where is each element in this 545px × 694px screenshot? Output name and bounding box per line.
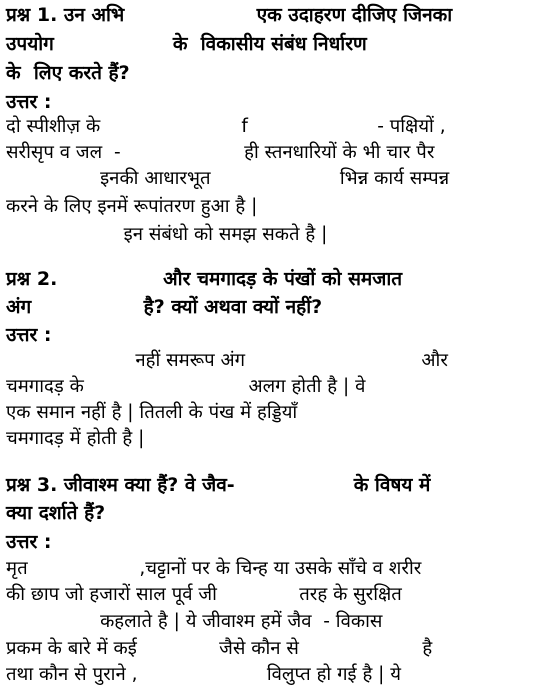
answer-1-label: उत्तर : (6, 91, 52, 113)
answer-2-line-2: चमगादड़ के अलग होती है | वे (6, 376, 366, 397)
answer-2-line-1: नहीं समरूप अंग और (6, 350, 448, 371)
answer-1-line-4: करने के लिए इनमें रूपांतरण हुआ है | (6, 196, 258, 217)
answer-1-line-3: इनकी आधारभूत भिन्न कार्य सम्पन्न (6, 168, 450, 189)
answer-1-line-5: इन संबंधो को समझ सकते है | (6, 224, 328, 245)
question-1-line-1: प्रश्न 1. उन अभि एक उदाहरण दीजिए जिनका (6, 4, 453, 26)
answer-2-line-4: चमगादड़ में होती है | (6, 428, 145, 449)
question-1-line-2: उपयोग के विकासीय संबंध निर्धारण (6, 33, 367, 55)
answer-3-line-4: प्रकम के बारे में कई जैसे कौन से है (6, 638, 433, 659)
question-1-line-3: के लिए करते हैं? (6, 62, 130, 84)
answer-3-line-5: तथा कौन से पुराने , विलुप्त हो गई है | ये (6, 664, 402, 685)
answer-2-label: उत्तर : (6, 324, 52, 346)
question-3-line-2: क्या दर्शाते हैं? (6, 502, 106, 524)
question-2-line-2: अंग है? क्यों अथवा क्यों नहीं? (6, 296, 323, 318)
answer-1-line-2: सरीसृप व जल - ही स्तनधारियों के भी चार पैर (6, 142, 435, 163)
answer-3-line-1: मृत ,चट्टानों पर के चिन्ह या उसके साँचे व शरीर (6, 558, 422, 579)
answer-1-line-1: दो स्पीशीज़ के f - पक्षियों , (6, 116, 446, 137)
question-3-line-1: प्रश्न 3. जीवाश्म क्या हैं? वे जैव- के विषय में (6, 474, 431, 496)
answer-3-line-3: कहलाते है | ये जीवाश्म हमें जैव - विकास (6, 611, 383, 632)
answer-3-line-2: की छाप जो हजारों साल पूर्व जी तरह के सुरक्षित (6, 584, 402, 605)
question-2-line-1: प्रश्न 2. और चमगादड़ के पंखों को समजात (6, 268, 403, 290)
answer-2-line-3: एक समान नहीं है | तितली के पंख में हड्डियाँ (6, 402, 298, 423)
answer-3-label: उत्तर : (6, 531, 52, 553)
